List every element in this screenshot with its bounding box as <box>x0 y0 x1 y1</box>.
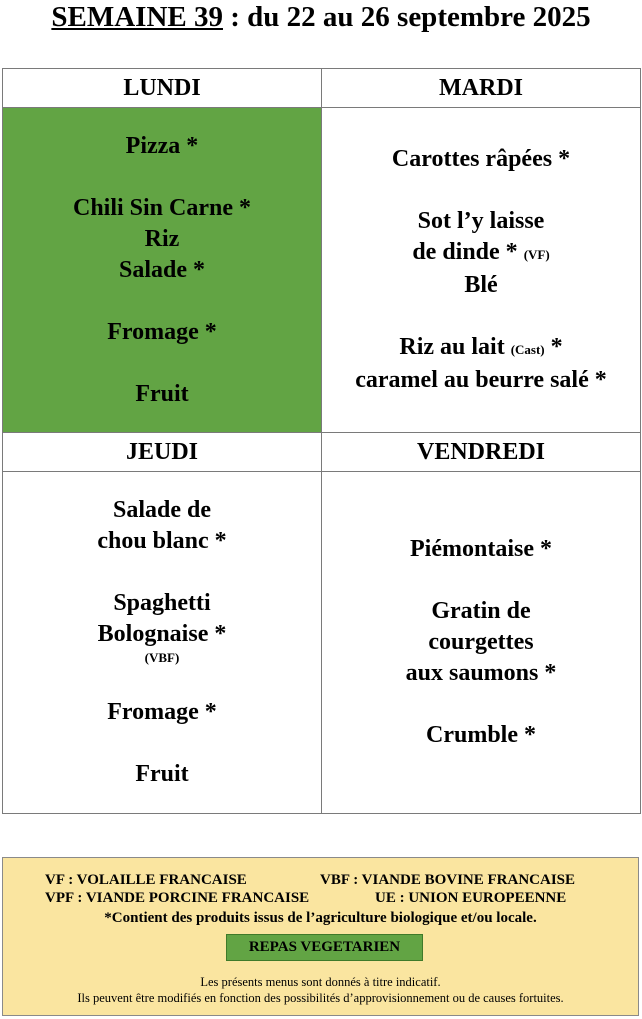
page-title <box>0 0 642 36</box>
menu-item: Blé <box>464 272 498 298</box>
legend-vf: VF : VOLAILLE FRANCAISE <box>45 872 247 888</box>
menu-item: Salade de <box>112 497 211 523</box>
day-header-tuesday: MARDI <box>322 69 641 108</box>
menu-item: Fromage * <box>107 699 217 725</box>
dessert-note: (Cast) <box>510 342 545 357</box>
disclaimer-line: Ils peuvent être modifiés en fonction des possibilités d’approvisionnement ou de causes fortuites. <box>77 991 564 1005</box>
weekly-menu-table <box>2 68 641 814</box>
menu-cell-thursday <box>3 472 322 814</box>
legend-vpf: VPF : VIANDE PORCINE FRANCAISE <box>45 890 310 906</box>
menu-item: Fruit <box>135 761 189 787</box>
menu-item: Fruit <box>135 380 189 407</box>
day-header-monday: LUNDI <box>3 69 322 108</box>
menu-item: Carottes râpées * <box>391 146 571 172</box>
menu-item: Spaghetti <box>113 590 211 616</box>
menu-item: Gratin de <box>431 598 531 624</box>
day-header-friday: VENDREDI <box>322 433 641 472</box>
menu-item: chou blanc * <box>97 528 227 554</box>
disclaimer-line: Les présents menus sont donnés à titre indicatif. <box>200 975 441 989</box>
header-row-2 <box>3 433 641 472</box>
menu-item: Riz <box>144 225 180 252</box>
menu-cell-monday <box>3 108 322 433</box>
legend-box <box>2 857 639 1016</box>
menu-item: Sot l’y laisse <box>417 208 545 234</box>
menu-item: Bolognaise * <box>97 621 227 647</box>
menu-item: aux saumons * <box>405 660 557 686</box>
menu-item: Piémontaise * <box>410 536 552 562</box>
disclaimer <box>3 974 638 1006</box>
menu-row-1 <box>3 108 641 433</box>
menu-item: Riz au lait (Cast) * <box>399 334 563 360</box>
menu-item: courgettes <box>428 629 534 655</box>
header-row-1 <box>3 69 641 108</box>
menu-item: Fromage * <box>107 318 217 345</box>
date-range: : du 22 au 26 septembre 2025 <box>222 1 591 33</box>
menu-cell-friday <box>322 472 641 814</box>
bio-note: *Contient des produits issus de l’agriculture biologique et/ou locale. <box>104 910 537 926</box>
menu-item: Chili Sin Carne * <box>72 194 252 221</box>
menu-item: Pizza * <box>125 132 199 159</box>
origin-note: (VBF) <box>144 650 180 665</box>
menu-item: de dinde * (VF) <box>412 239 550 265</box>
vegetarian-badge: REPAS VEGETARIEN <box>226 934 423 961</box>
legend-vbf: VBF : VIANDE BOVINE FRANCAISE <box>320 872 576 888</box>
day-header-thursday: JEUDI <box>3 433 322 472</box>
legend-ue: UE : UNION EUROPEENNE <box>375 890 567 906</box>
menu-item: Salade * <box>118 256 205 283</box>
week-label: SEMAINE 39 <box>51 1 223 33</box>
origin-note: (VF) <box>523 247 550 262</box>
menu-item: Crumble * <box>426 722 536 748</box>
menu-cell-tuesday <box>322 108 641 433</box>
menu-row-2 <box>3 472 641 814</box>
menu-item: caramel au beurre salé * <box>355 367 607 393</box>
